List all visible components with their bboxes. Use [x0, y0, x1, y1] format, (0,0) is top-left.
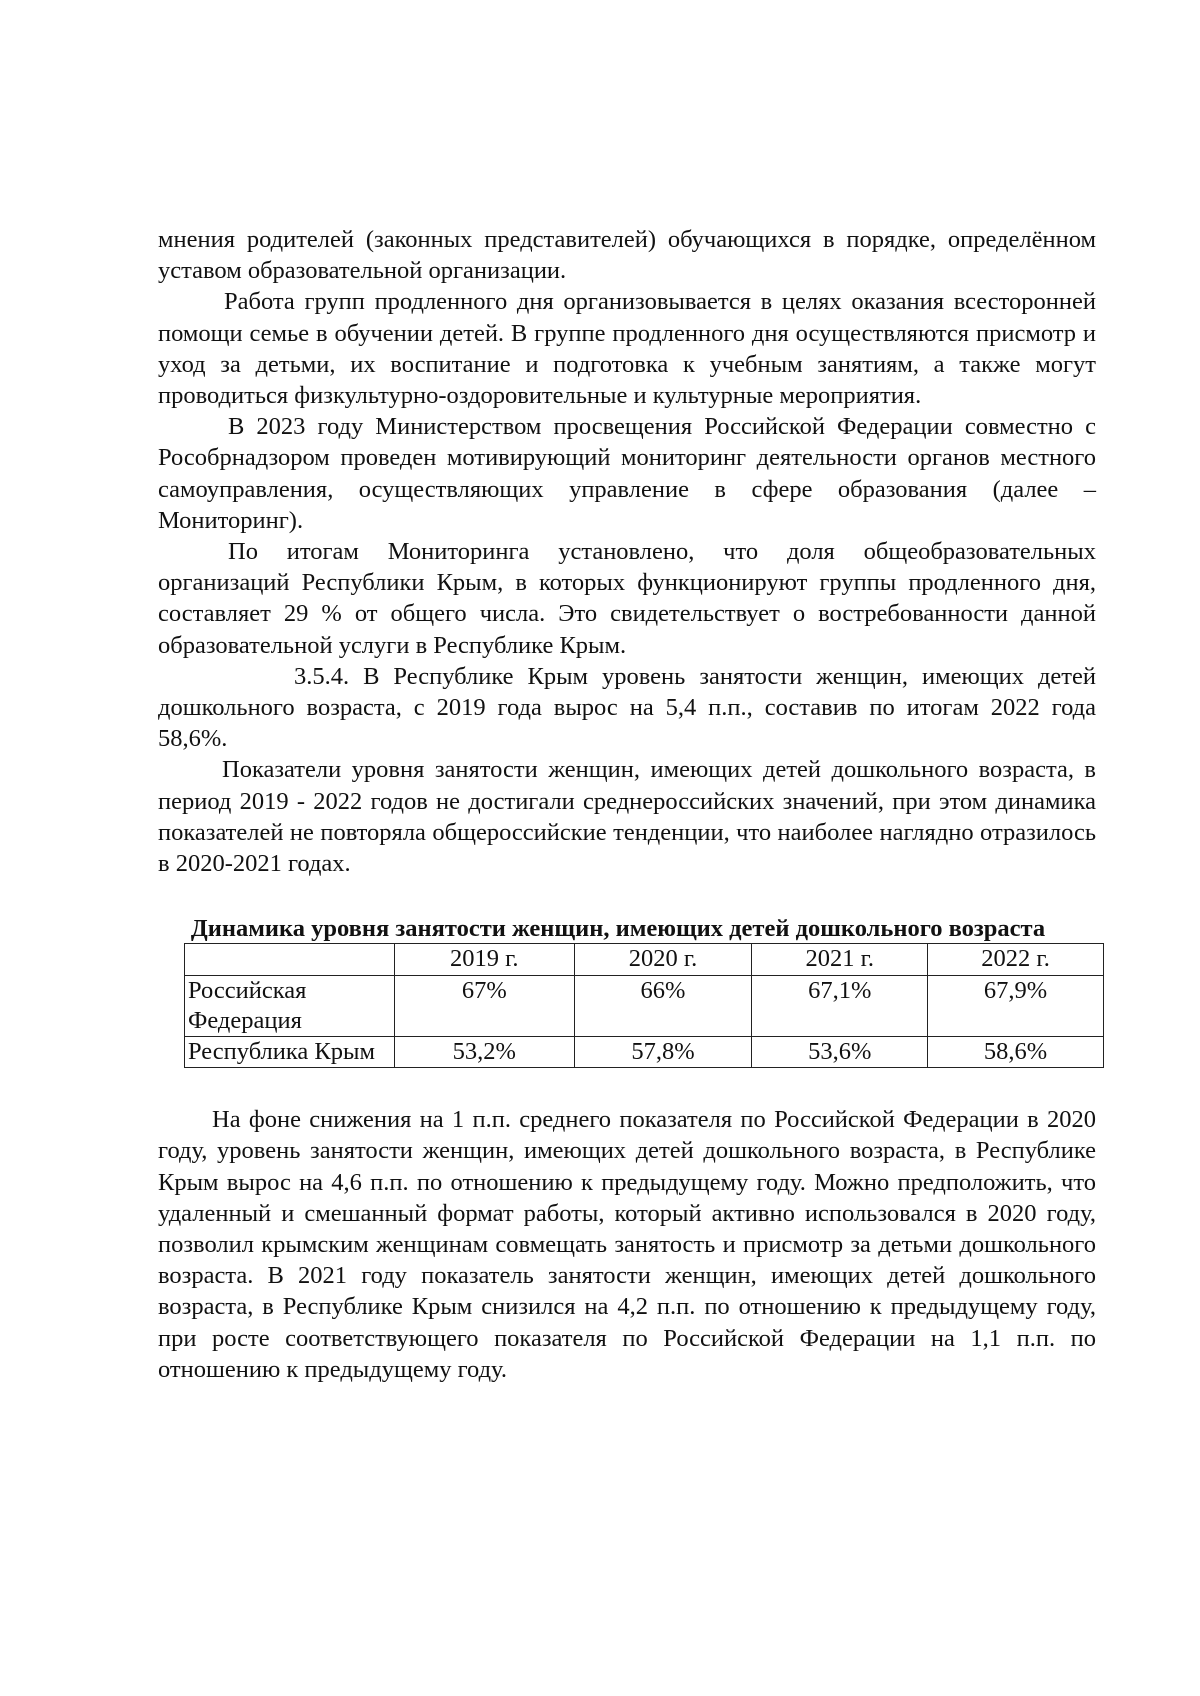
table-header-cell: 2021 г. [752, 944, 928, 976]
table-cell: 53,6% [752, 1037, 928, 1068]
table-cell: 67,1% [752, 976, 928, 1037]
paragraph-7: На фоне снижения на 1 п.п. среднего показателя по Российской Федерации в 2020 году, уровень занятости женщин, имеющих детей дошкольного возраста, в Республике Крым вырос на 4,6 п.п. по отношению к предыдущему году. Можно предположить, что удаленный и смешанный формат работы, который активно использовался в 2020 году, позволил крымским женщинам совмещать занятость и присмотр за детьми дошкольного возраста. В 2021 году показатель занятости женщин, имеющих детей дошкольного возраста, в Республике Крым снизился на 4,2 п.п. по отношению к предыдущему году, при росте соответствующего показателя по Российской Федерации на 1,1 п.п. по отношению к предыдущему году. [158, 1106, 1096, 1383]
table-header-cell: 2022 г. [928, 944, 1104, 976]
table-cell: 66% [574, 976, 752, 1037]
paragraph-6: Показатели уровня занятости женщин, имеющих детей дошкольного возраста, в период 2019 - 2022 годов не достигали среднероссийских значений, при этом динамика показателей не повторяла общероссийские тенденции, что наиболее наглядно отразилось в 2020-2021 годах. [158, 756, 1096, 878]
paragraph-4: По итогам Мониторинга установлено, что доля общеобразовательных организаций Республики Крым, в которых функционируют группы продленного дня, составляет 29 % от общего числа. Это свидетельствует о востребованности данной образовательной услуги в Республике Крым. [158, 538, 1096, 659]
paragraph-1: мнения родителей (законных представителей) обучающихся в порядке, определённом уставом образовательной организации. [158, 226, 1096, 285]
table-row-label: Республика Крым [185, 1037, 395, 1068]
document-page [158, 224, 1096, 1385]
table-header-row [185, 944, 1104, 976]
table-header-cell: 2019 г. [394, 944, 574, 976]
table-cell: 58,6% [928, 1037, 1104, 1068]
table-header-cell [185, 944, 395, 976]
paragraph-5: 3.5.4. В Республике Крым уровень занятости женщин, имеющих детей дошкольного возраста, с 2019 года вырос на 5,4 п.п., составив по итогам 2022 года 58,6%. [158, 662, 1096, 753]
table-header-cell: 2020 г. [574, 944, 752, 976]
employment-table [184, 943, 1104, 1068]
table-row [185, 976, 1104, 1037]
table-title: Динамика уровня занятости женщин, имеющих детей дошкольного возраста [190, 915, 1046, 943]
table-cell: 67,9% [928, 976, 1104, 1037]
table-cell: 53,2% [394, 1037, 574, 1068]
table-cell: 67% [394, 976, 574, 1037]
table-row [185, 1037, 1104, 1068]
paragraph-3: В 2023 году Министерством просвещения Российской Федерации совместно с Рособрнадзором проведен мотивирующий мониторинг деятельности органов местного самоуправления, осуществляющих управление в сфере образования (далее – Мониторинг). [158, 413, 1096, 534]
paragraph-2: Работа групп продленного дня организовывается в целях оказания всесторонней помощи семье в обучении детей. В группе продленного дня осуществляются присмотр и уход за детьми, их воспитание и подготовка к учебным занятиям, а также могут проводиться физкультурно-оздоровительные и культурные мероприятия. [158, 288, 1096, 410]
table-cell: 57,8% [574, 1037, 752, 1068]
table-row-label: Российская Федерация [185, 976, 395, 1037]
